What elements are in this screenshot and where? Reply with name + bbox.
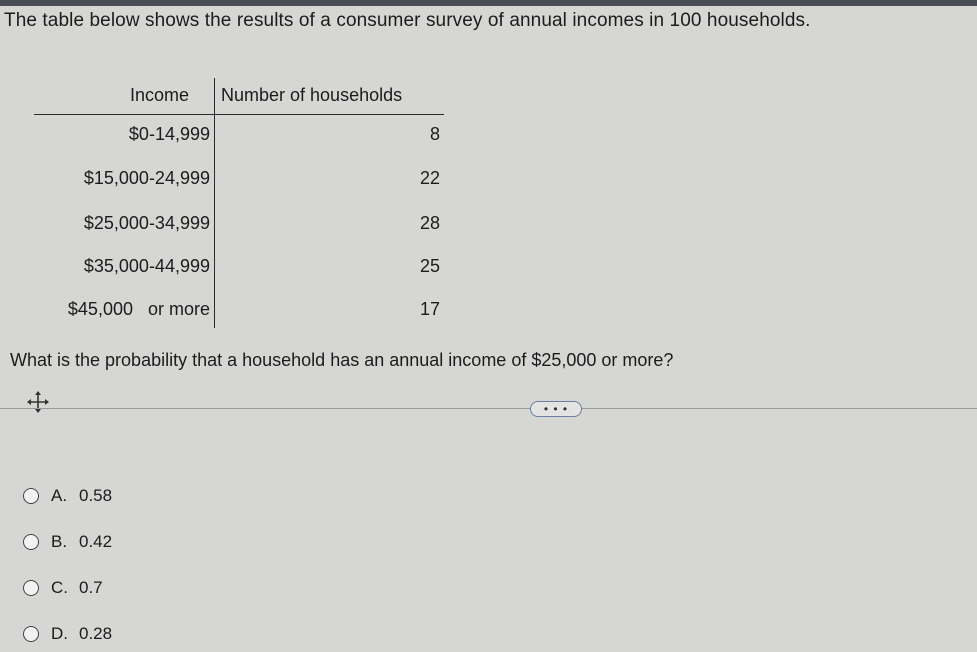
table-row [30, 256, 450, 286]
header-rule [34, 114, 444, 115]
count-cell: 28 [419, 213, 440, 233]
income-cell: $25,000-34,999 [83, 213, 210, 233]
radio-button[interactable] [23, 488, 39, 504]
choice-c[interactable] [23, 576, 103, 600]
income-cell: $15,000-24,999 [83, 168, 210, 188]
question-intro: The table below shows the results of a consumer survey of annual incomes in 100 households. [4, 10, 811, 31]
header-households: Number of households [221, 85, 403, 105]
table-row [30, 124, 450, 154]
table-row [30, 168, 450, 198]
section-divider [0, 408, 977, 409]
more-options-button[interactable]: • • • [530, 401, 582, 417]
move-arrows-icon[interactable] [26, 390, 50, 414]
choice-b[interactable] [23, 530, 112, 554]
count-cell: 25 [419, 256, 440, 276]
income-table [30, 78, 450, 328]
count-cell: 8 [429, 124, 440, 144]
count-cell: 17 [419, 299, 440, 319]
choice-value: 0.42 [79, 532, 113, 551]
table-row [30, 299, 450, 329]
choice-value: 0.7 [79, 578, 103, 597]
probability-question: What is the probability that a household has an annual income of $25,000 or more? [10, 350, 674, 370]
choice-d[interactable] [23, 622, 112, 646]
radio-button[interactable] [23, 580, 39, 596]
income-cell: $35,000-44,999 [83, 256, 210, 276]
header-income: Income [130, 85, 190, 105]
choice-letter: A. [51, 486, 68, 505]
radio-button[interactable] [23, 626, 39, 642]
income-cell: $0-14,999 [128, 124, 210, 144]
table-row [30, 213, 450, 243]
count-cell: 22 [419, 168, 440, 188]
choice-value: 0.28 [79, 624, 113, 643]
choice-a[interactable] [23, 484, 112, 508]
choice-letter: C. [51, 578, 68, 597]
income-cell: $45,000 or more [67, 299, 210, 319]
choice-letter: D. [51, 624, 68, 643]
column-divider [214, 78, 215, 328]
radio-button[interactable] [23, 534, 39, 550]
top-bar [0, 0, 977, 6]
choice-value: 0.58 [79, 486, 113, 505]
choice-letter: B. [51, 532, 68, 551]
